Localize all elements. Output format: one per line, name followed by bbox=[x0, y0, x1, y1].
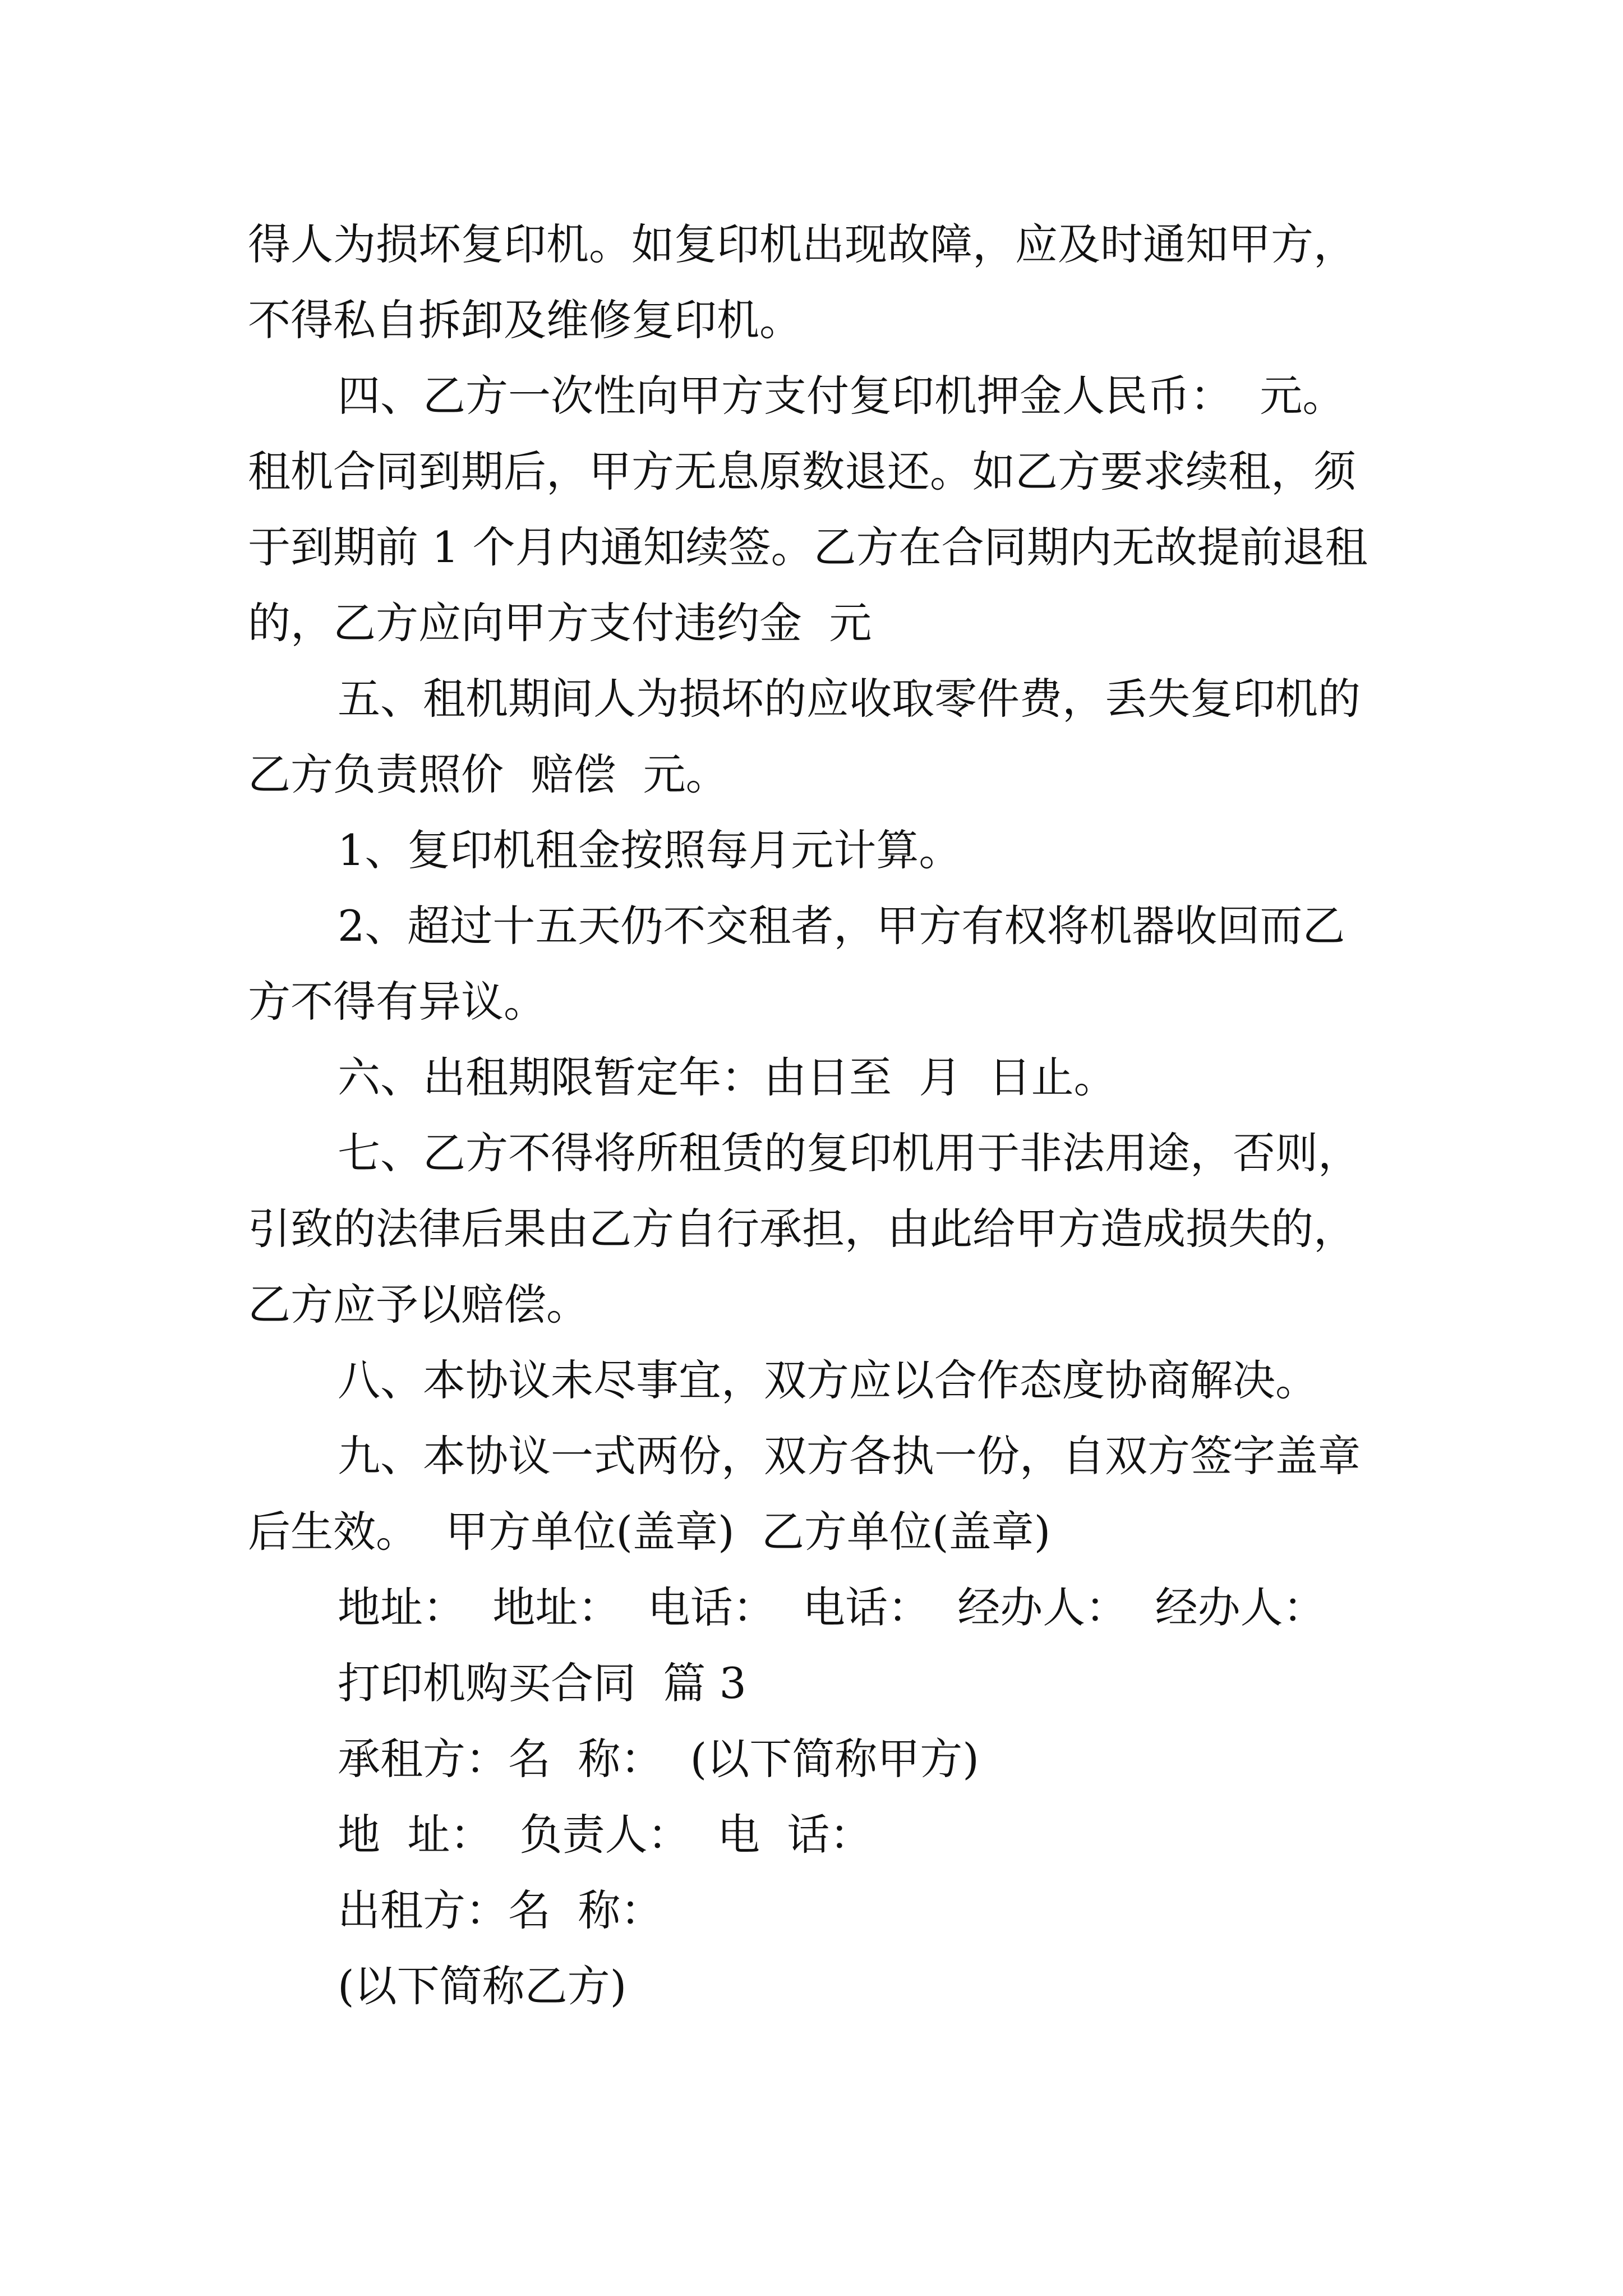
paragraph-line: 承租方：名 称： (以下简称甲方) bbox=[338, 1734, 979, 1784]
paragraph-line: 乙方应予以赔偿。 bbox=[248, 1280, 589, 1329]
paragraph-line: 后生效。 甲方单位(盖章) 乙方单位(盖章) bbox=[248, 1507, 1051, 1557]
paragraph-line: 四、乙方一次性向甲方支付复印机押金人民币： 元。 bbox=[338, 371, 1345, 421]
paragraph-line: 不得私自拆卸及维修复印机。 bbox=[248, 295, 802, 345]
paragraph-line: (以下简称乙方) bbox=[338, 1961, 627, 2011]
paragraph-line: 出租方：名 称： bbox=[338, 1885, 663, 1935]
paragraph-line: 七、乙方不得将所租赁的复印机用于非法用途，否则， bbox=[338, 1128, 1361, 1178]
paragraph-line: 于到期前 1 个月内通知续签。乙方在合同期内无故提前退租 bbox=[248, 522, 1368, 572]
paragraph-line: 2、超过十五天仍不交租者，甲方有权将机器收回而乙 bbox=[338, 901, 1345, 951]
paragraph-line: 地 址： 负责人： 电 话： bbox=[338, 1810, 873, 1860]
paragraph-line: 九、本协议一式两份，双方各执一份，自双方签字盖章 bbox=[338, 1431, 1361, 1481]
paragraph-line: 租机合同到期后，甲方无息原数退还。如乙方要求续租，须 bbox=[248, 447, 1356, 496]
paragraph-line: 引致的法律后果由乙方自行承担，由此给甲方造成损失的， bbox=[248, 1204, 1356, 1254]
paragraph-line: 的，乙方应向甲方支付违约金 元 bbox=[248, 598, 872, 648]
paragraph-line: 六、出租期限暂定年：由日至 月 日止。 bbox=[338, 1052, 1117, 1102]
paragraph-line: 得人为损坏复印机。如复印机出现故障，应及时通知甲方， bbox=[248, 219, 1356, 269]
paragraph-line: 方不得有异议。 bbox=[248, 977, 546, 1027]
paragraph-line: 1、复印机租金按照每月元计算。 bbox=[338, 825, 962, 875]
paragraph-line: 地址： 地址： 电话： 电话： 经办人： 经办人： bbox=[338, 1582, 1326, 1632]
paragraph-line: 乙方负责照价 赔偿 元。 bbox=[248, 749, 728, 799]
paragraph-line: 五、租机期间人为损坏的应收取零件费，丢失复印机的 bbox=[338, 674, 1361, 724]
paragraph-line: 八、本协议未尽事宜，双方应以合作态度协商解决。 bbox=[338, 1355, 1318, 1405]
section-heading: 打印机购买合同 篇 3 bbox=[338, 1658, 746, 1708]
